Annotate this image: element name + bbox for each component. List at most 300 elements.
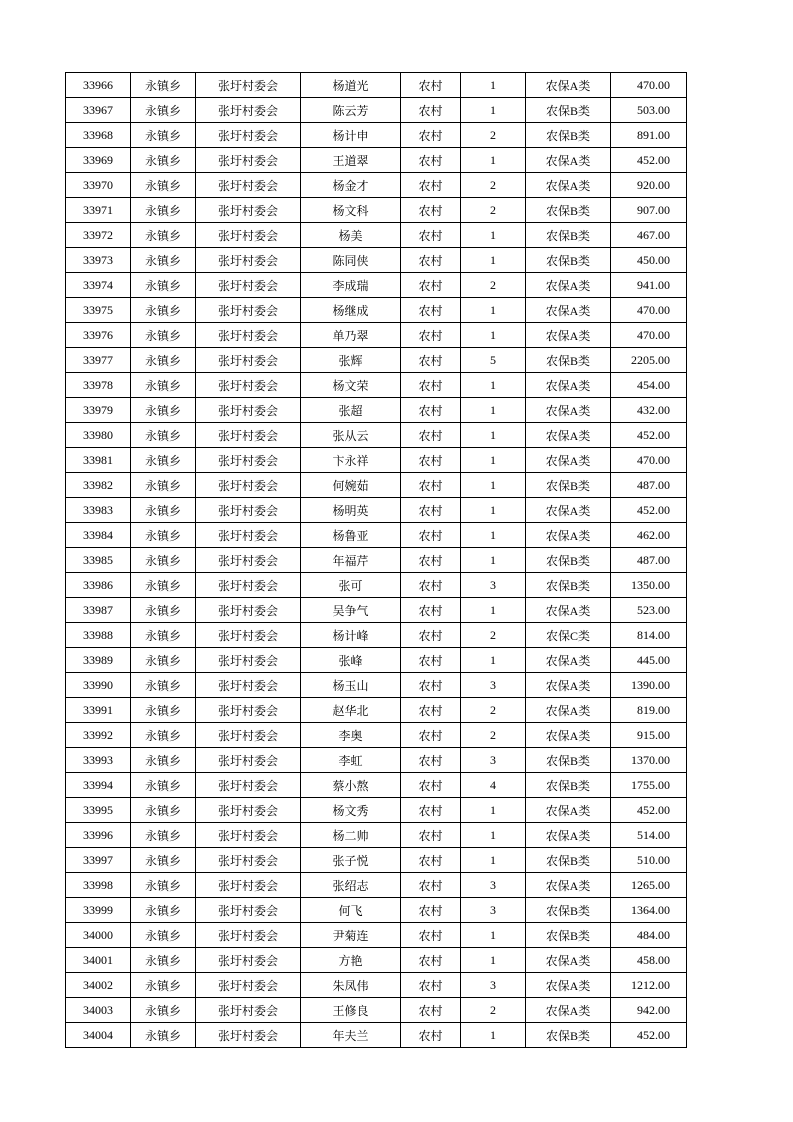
table-row — [66, 348, 687, 373]
cell-village: 张圩村委会 — [196, 98, 301, 123]
cell-name: 张子悦 — [301, 848, 401, 873]
cell-village: 张圩村委会 — [196, 473, 301, 498]
cell-residence: 农村 — [401, 623, 461, 648]
cell-village: 张圩村委会 — [196, 548, 301, 573]
table-row — [66, 723, 687, 748]
cell-persons: 1 — [461, 848, 526, 873]
cell-village: 张圩村委会 — [196, 148, 301, 173]
cell-name: 张可 — [301, 573, 401, 598]
cell-id: 33987 — [66, 598, 131, 623]
cell-township: 永镇乡 — [131, 698, 196, 723]
cell-persons: 1 — [461, 298, 526, 323]
cell-township: 永镇乡 — [131, 673, 196, 698]
cell-amount: 2205.00 — [611, 348, 687, 373]
cell-amount: 942.00 — [611, 998, 687, 1023]
cell-id: 33974 — [66, 273, 131, 298]
cell-village: 张圩村委会 — [196, 223, 301, 248]
table-row — [66, 448, 687, 473]
cell-id: 33977 — [66, 348, 131, 373]
cell-name: 卞永祥 — [301, 448, 401, 473]
cell-village: 张圩村委会 — [196, 273, 301, 298]
cell-residence: 农村 — [401, 523, 461, 548]
cell-amount: 503.00 — [611, 98, 687, 123]
cell-residence: 农村 — [401, 273, 461, 298]
cell-township: 永镇乡 — [131, 973, 196, 998]
cell-id: 33989 — [66, 648, 131, 673]
cell-amount: 470.00 — [611, 323, 687, 348]
table-row — [66, 323, 687, 348]
cell-persons: 1 — [461, 798, 526, 823]
cell-township: 永镇乡 — [131, 348, 196, 373]
cell-insurance_class: 农保B类 — [526, 1023, 611, 1048]
cell-name: 蔡小熬 — [301, 773, 401, 798]
table-row — [66, 198, 687, 223]
cell-village: 张圩村委会 — [196, 623, 301, 648]
cell-id: 33984 — [66, 523, 131, 548]
cell-township: 永镇乡 — [131, 223, 196, 248]
cell-insurance_class: 农保B类 — [526, 848, 611, 873]
cell-residence: 农村 — [401, 248, 461, 273]
cell-id: 33966 — [66, 73, 131, 98]
cell-township: 永镇乡 — [131, 323, 196, 348]
cell-village: 张圩村委会 — [196, 673, 301, 698]
table-row — [66, 748, 687, 773]
cell-residence: 农村 — [401, 898, 461, 923]
cell-id: 33992 — [66, 723, 131, 748]
cell-residence: 农村 — [401, 323, 461, 348]
cell-persons: 2 — [461, 273, 526, 298]
cell-village: 张圩村委会 — [196, 323, 301, 348]
cell-id: 33993 — [66, 748, 131, 773]
cell-name: 吴争气 — [301, 598, 401, 623]
cell-amount: 915.00 — [611, 723, 687, 748]
cell-name: 年夫兰 — [301, 1023, 401, 1048]
cell-residence: 农村 — [401, 223, 461, 248]
cell-persons: 1 — [461, 923, 526, 948]
cell-persons: 2 — [461, 123, 526, 148]
cell-insurance_class: 农保A类 — [526, 448, 611, 473]
cell-id: 33982 — [66, 473, 131, 498]
cell-persons: 1 — [461, 373, 526, 398]
cell-residence: 农村 — [401, 148, 461, 173]
cell-persons: 3 — [461, 673, 526, 698]
cell-persons: 2 — [461, 723, 526, 748]
table-row — [66, 898, 687, 923]
cell-amount: 467.00 — [611, 223, 687, 248]
cell-village: 张圩村委会 — [196, 398, 301, 423]
cell-insurance_class: 农保A类 — [526, 498, 611, 523]
cell-residence: 农村 — [401, 998, 461, 1023]
cell-amount: 462.00 — [611, 523, 687, 548]
table-row — [66, 923, 687, 948]
cell-persons: 1 — [461, 648, 526, 673]
cell-insurance_class: 农保C类 — [526, 623, 611, 648]
cell-amount: 1390.00 — [611, 673, 687, 698]
table-row — [66, 398, 687, 423]
cell-name: 陈同侠 — [301, 248, 401, 273]
cell-amount: 454.00 — [611, 373, 687, 398]
cell-name: 杨金才 — [301, 173, 401, 198]
table-row — [66, 1023, 687, 1048]
cell-amount: 1212.00 — [611, 973, 687, 998]
cell-insurance_class: 农保A类 — [526, 673, 611, 698]
cell-residence: 农村 — [401, 873, 461, 898]
cell-insurance_class: 农保A类 — [526, 973, 611, 998]
cell-name: 方艳 — [301, 948, 401, 973]
cell-amount: 941.00 — [611, 273, 687, 298]
cell-name: 张从云 — [301, 423, 401, 448]
cell-residence: 农村 — [401, 823, 461, 848]
cell-residence: 农村 — [401, 698, 461, 723]
cell-residence: 农村 — [401, 748, 461, 773]
cell-insurance_class: 农保A类 — [526, 798, 611, 823]
cell-residence: 农村 — [401, 948, 461, 973]
table-row — [66, 73, 687, 98]
cell-name: 杨计峰 — [301, 623, 401, 648]
table-row — [66, 98, 687, 123]
cell-name: 张绍志 — [301, 873, 401, 898]
cell-township: 永镇乡 — [131, 723, 196, 748]
cell-amount: 510.00 — [611, 848, 687, 873]
cell-amount: 891.00 — [611, 123, 687, 148]
cell-residence: 农村 — [401, 198, 461, 223]
cell-id: 34004 — [66, 1023, 131, 1048]
cell-amount: 458.00 — [611, 948, 687, 973]
cell-id: 33969 — [66, 148, 131, 173]
cell-insurance_class: 农保A类 — [526, 423, 611, 448]
table-row — [66, 173, 687, 198]
cell-insurance_class: 农保A类 — [526, 598, 611, 623]
cell-residence: 农村 — [401, 173, 461, 198]
cell-persons: 1 — [461, 1023, 526, 1048]
cell-persons: 3 — [461, 873, 526, 898]
cell-village: 张圩村委会 — [196, 448, 301, 473]
cell-village: 张圩村委会 — [196, 373, 301, 398]
cell-township: 永镇乡 — [131, 148, 196, 173]
table-row — [66, 248, 687, 273]
cell-village: 张圩村委会 — [196, 123, 301, 148]
cell-township: 永镇乡 — [131, 923, 196, 948]
table-row — [66, 373, 687, 398]
cell-amount: 452.00 — [611, 798, 687, 823]
cell-village: 张圩村委会 — [196, 498, 301, 523]
cell-insurance_class: 农保A类 — [526, 873, 611, 898]
cell-id: 34000 — [66, 923, 131, 948]
table-row — [66, 773, 687, 798]
cell-id: 33976 — [66, 323, 131, 348]
insurance-roster-table — [65, 72, 687, 1048]
table-row — [66, 848, 687, 873]
cell-residence: 农村 — [401, 723, 461, 748]
cell-residence: 农村 — [401, 498, 461, 523]
cell-insurance_class: 农保A类 — [526, 998, 611, 1023]
cell-name: 尹菊连 — [301, 923, 401, 948]
cell-township: 永镇乡 — [131, 423, 196, 448]
cell-township: 永镇乡 — [131, 848, 196, 873]
cell-id: 33975 — [66, 298, 131, 323]
cell-township: 永镇乡 — [131, 573, 196, 598]
cell-township: 永镇乡 — [131, 623, 196, 648]
cell-id: 33979 — [66, 398, 131, 423]
cell-insurance_class: 农保B类 — [526, 198, 611, 223]
cell-id: 33971 — [66, 198, 131, 223]
cell-insurance_class: 农保A类 — [526, 948, 611, 973]
cell-name: 杨文科 — [301, 198, 401, 223]
table-row — [66, 673, 687, 698]
cell-insurance_class: 农保A类 — [526, 698, 611, 723]
cell-village: 张圩村委会 — [196, 973, 301, 998]
cell-village: 张圩村委会 — [196, 798, 301, 823]
cell-amount: 452.00 — [611, 498, 687, 523]
cell-residence: 农村 — [401, 123, 461, 148]
cell-village: 张圩村委会 — [196, 698, 301, 723]
cell-amount: 514.00 — [611, 823, 687, 848]
cell-persons: 4 — [461, 773, 526, 798]
cell-residence: 农村 — [401, 448, 461, 473]
cell-insurance_class: 农保B类 — [526, 773, 611, 798]
cell-name: 杨明英 — [301, 498, 401, 523]
cell-amount: 523.00 — [611, 598, 687, 623]
cell-name: 何飞 — [301, 898, 401, 923]
cell-township: 永镇乡 — [131, 598, 196, 623]
cell-persons: 3 — [461, 973, 526, 998]
cell-insurance_class: 农保B类 — [526, 348, 611, 373]
cell-village: 张圩村委会 — [196, 773, 301, 798]
cell-village: 张圩村委会 — [196, 423, 301, 448]
cell-village: 张圩村委会 — [196, 723, 301, 748]
cell-amount: 470.00 — [611, 298, 687, 323]
cell-name: 王修良 — [301, 998, 401, 1023]
cell-persons: 1 — [461, 948, 526, 973]
cell-insurance_class: 农保A类 — [526, 723, 611, 748]
cell-township: 永镇乡 — [131, 198, 196, 223]
cell-name: 杨二帅 — [301, 823, 401, 848]
table-row — [66, 698, 687, 723]
cell-insurance_class: 农保A类 — [526, 823, 611, 848]
cell-persons: 1 — [461, 398, 526, 423]
table-row — [66, 648, 687, 673]
cell-name: 杨继成 — [301, 298, 401, 323]
cell-village: 张圩村委会 — [196, 873, 301, 898]
cell-township: 永镇乡 — [131, 773, 196, 798]
cell-persons: 1 — [461, 598, 526, 623]
cell-amount: 819.00 — [611, 698, 687, 723]
cell-persons: 1 — [461, 498, 526, 523]
cell-id: 33981 — [66, 448, 131, 473]
cell-name: 杨道光 — [301, 73, 401, 98]
cell-insurance_class: 农保A类 — [526, 298, 611, 323]
cell-insurance_class: 农保A类 — [526, 148, 611, 173]
table-row — [66, 798, 687, 823]
cell-township: 永镇乡 — [131, 748, 196, 773]
cell-residence: 农村 — [401, 798, 461, 823]
cell-township: 永镇乡 — [131, 98, 196, 123]
cell-persons: 1 — [461, 248, 526, 273]
cell-village: 张圩村委会 — [196, 298, 301, 323]
cell-township: 永镇乡 — [131, 548, 196, 573]
cell-insurance_class: 农保B类 — [526, 223, 611, 248]
cell-township: 永镇乡 — [131, 398, 196, 423]
cell-township: 永镇乡 — [131, 373, 196, 398]
cell-insurance_class: 农保B类 — [526, 748, 611, 773]
cell-name: 李虹 — [301, 748, 401, 773]
cell-amount: 484.00 — [611, 923, 687, 948]
cell-village: 张圩村委会 — [196, 948, 301, 973]
cell-name: 朱凤伟 — [301, 973, 401, 998]
cell-persons: 1 — [461, 98, 526, 123]
cell-residence: 农村 — [401, 73, 461, 98]
cell-township: 永镇乡 — [131, 298, 196, 323]
cell-village: 张圩村委会 — [196, 198, 301, 223]
cell-persons: 2 — [461, 698, 526, 723]
cell-township: 永镇乡 — [131, 998, 196, 1023]
cell-township: 永镇乡 — [131, 798, 196, 823]
cell-id: 34003 — [66, 998, 131, 1023]
cell-insurance_class: 农保A类 — [526, 523, 611, 548]
cell-persons: 2 — [461, 173, 526, 198]
cell-persons: 1 — [461, 823, 526, 848]
table-row — [66, 548, 687, 573]
cell-township: 永镇乡 — [131, 248, 196, 273]
cell-amount: 445.00 — [611, 648, 687, 673]
cell-id: 33978 — [66, 373, 131, 398]
cell-insurance_class: 农保A类 — [526, 373, 611, 398]
cell-insurance_class: 农保A类 — [526, 273, 611, 298]
cell-id: 34001 — [66, 948, 131, 973]
table-row — [66, 148, 687, 173]
table-row — [66, 123, 687, 148]
cell-persons: 3 — [461, 898, 526, 923]
cell-village: 张圩村委会 — [196, 823, 301, 848]
cell-residence: 农村 — [401, 398, 461, 423]
cell-insurance_class: 农保B类 — [526, 923, 611, 948]
cell-name: 陈云芳 — [301, 98, 401, 123]
cell-village: 张圩村委会 — [196, 348, 301, 373]
cell-name: 张辉 — [301, 348, 401, 373]
cell-id: 33997 — [66, 848, 131, 873]
cell-insurance_class: 农保B类 — [526, 573, 611, 598]
cell-insurance_class: 农保B类 — [526, 548, 611, 573]
cell-insurance_class: 农保A类 — [526, 398, 611, 423]
table-row — [66, 273, 687, 298]
cell-township: 永镇乡 — [131, 498, 196, 523]
cell-residence: 农村 — [401, 98, 461, 123]
cell-village: 张圩村委会 — [196, 248, 301, 273]
cell-insurance_class: 农保A类 — [526, 648, 611, 673]
cell-township: 永镇乡 — [131, 898, 196, 923]
cell-persons: 1 — [461, 73, 526, 98]
table-row — [66, 873, 687, 898]
cell-township: 永镇乡 — [131, 473, 196, 498]
cell-insurance_class: 农保B类 — [526, 123, 611, 148]
cell-name: 杨美 — [301, 223, 401, 248]
table-row — [66, 298, 687, 323]
cell-amount: 487.00 — [611, 473, 687, 498]
cell-insurance_class: 农保A类 — [526, 323, 611, 348]
cell-name: 杨计申 — [301, 123, 401, 148]
cell-persons: 2 — [461, 998, 526, 1023]
cell-insurance_class: 农保B类 — [526, 473, 611, 498]
cell-township: 永镇乡 — [131, 173, 196, 198]
cell-amount: 1370.00 — [611, 748, 687, 773]
cell-insurance_class: 农保A类 — [526, 173, 611, 198]
cell-id: 33983 — [66, 498, 131, 523]
cell-village: 张圩村委会 — [196, 573, 301, 598]
cell-residence: 农村 — [401, 973, 461, 998]
cell-name: 杨文荣 — [301, 373, 401, 398]
cell-residence: 农村 — [401, 373, 461, 398]
cell-residence: 农村 — [401, 848, 461, 873]
cell-residence: 农村 — [401, 673, 461, 698]
cell-persons: 1 — [461, 473, 526, 498]
cell-id: 33991 — [66, 698, 131, 723]
cell-township: 永镇乡 — [131, 448, 196, 473]
cell-village: 张圩村委会 — [196, 173, 301, 198]
cell-township: 永镇乡 — [131, 123, 196, 148]
cell-id: 33988 — [66, 623, 131, 648]
cell-amount: 920.00 — [611, 173, 687, 198]
cell-amount: 432.00 — [611, 398, 687, 423]
cell-name: 杨鲁亚 — [301, 523, 401, 548]
cell-township: 永镇乡 — [131, 1023, 196, 1048]
cell-name: 王道翠 — [301, 148, 401, 173]
cell-village: 张圩村委会 — [196, 748, 301, 773]
cell-residence: 农村 — [401, 648, 461, 673]
cell-amount: 470.00 — [611, 73, 687, 98]
cell-village: 张圩村委会 — [196, 848, 301, 873]
cell-name: 张超 — [301, 398, 401, 423]
cell-id: 33967 — [66, 98, 131, 123]
cell-name: 何婉茹 — [301, 473, 401, 498]
cell-amount: 470.00 — [611, 448, 687, 473]
cell-residence: 农村 — [401, 598, 461, 623]
cell-id: 33972 — [66, 223, 131, 248]
cell-village: 张圩村委会 — [196, 73, 301, 98]
cell-id: 33980 — [66, 423, 131, 448]
cell-name: 赵华北 — [301, 698, 401, 723]
cell-amount: 907.00 — [611, 198, 687, 223]
cell-township: 永镇乡 — [131, 648, 196, 673]
cell-name: 杨文秀 — [301, 798, 401, 823]
cell-id: 33970 — [66, 173, 131, 198]
cell-village: 张圩村委会 — [196, 598, 301, 623]
cell-township: 永镇乡 — [131, 823, 196, 848]
table-row — [66, 498, 687, 523]
cell-name: 李奥 — [301, 723, 401, 748]
cell-residence: 农村 — [401, 423, 461, 448]
cell-residence: 农村 — [401, 348, 461, 373]
table-row — [66, 473, 687, 498]
cell-township: 永镇乡 — [131, 73, 196, 98]
cell-amount: 1755.00 — [611, 773, 687, 798]
cell-name: 李成瑞 — [301, 273, 401, 298]
cell-persons: 5 — [461, 348, 526, 373]
cell-residence: 农村 — [401, 573, 461, 598]
cell-name: 单乃翠 — [301, 323, 401, 348]
cell-residence: 农村 — [401, 548, 461, 573]
table-row — [66, 823, 687, 848]
cell-id: 33985 — [66, 548, 131, 573]
table-row — [66, 523, 687, 548]
table-row — [66, 223, 687, 248]
cell-insurance_class: 农保B类 — [526, 898, 611, 923]
cell-residence: 农村 — [401, 773, 461, 798]
cell-village: 张圩村委会 — [196, 998, 301, 1023]
cell-amount: 452.00 — [611, 148, 687, 173]
cell-village: 张圩村委会 — [196, 898, 301, 923]
cell-id: 33994 — [66, 773, 131, 798]
cell-id: 33996 — [66, 823, 131, 848]
